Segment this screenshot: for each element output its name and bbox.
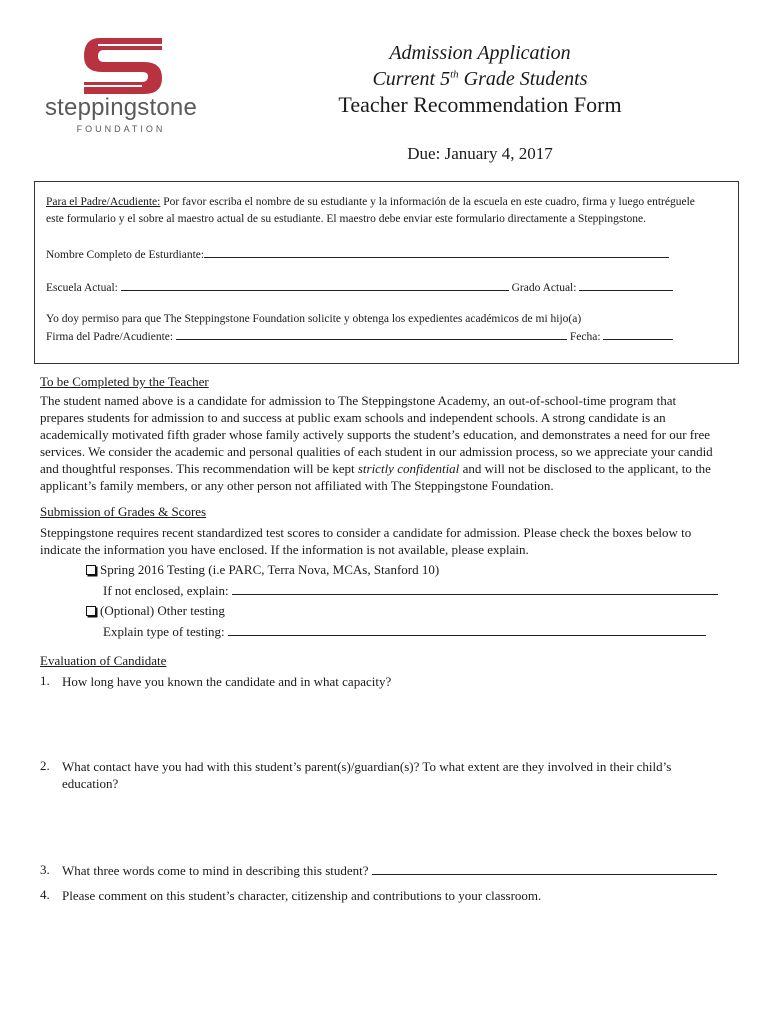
question-4-answer-area[interactable] xyxy=(62,908,722,1008)
spring-2016-checkbox[interactable] xyxy=(86,565,96,575)
question-1-text: How long have you known the candidate and in what capacity? xyxy=(62,674,392,689)
question-2-number: 2. xyxy=(40,758,50,773)
grade-field[interactable] xyxy=(579,279,673,291)
header-grade-students: Current 5th Grade Students xyxy=(372,68,588,90)
question-1-number: 1. xyxy=(40,673,50,688)
testing-type-field[interactable] xyxy=(228,624,706,636)
teacher-section-text: The student named above is a candidate for admission to The Steppingstone Academy, an out-of-school-time program that prepares students for admission to and success at public exam schools and independent schools. A strong candidate is an academically motivated fifth grader whose family actively supports the student’s education, and demonstrates a need for our free services. We consider the academic and personal qualities of each student in our admission process, so we appreciate your candid and thoughtful responses. This recommendation will be kept strictly confidential and will not be disclosed to the applicant, to the applicant’s family members, or any other person not affiliated with The Steppingstone Foundation. xyxy=(40,393,713,493)
question-2-text: What contact have you had with this student’s parent(s)/guardian(s)? To what extent are they involved in their child’s education? xyxy=(62,759,672,791)
steppingstone-logo-icon xyxy=(78,36,170,96)
question-4-text: Please comment on this student’s character, citizenship and contributions to your classroom. xyxy=(62,888,542,903)
grades-section-title: Submission of Grades & Scores xyxy=(40,504,207,519)
question-2-answer-area[interactable] xyxy=(62,796,722,852)
consent-text: Yo doy permiso para que The Steppingstone Foundation solicite y obtenga los expedientes académicos de mi hijo(a) xyxy=(46,313,582,325)
evaluation-section-title: Evaluation of Candidate xyxy=(40,653,167,668)
header-admission-application: Admission Application xyxy=(389,42,571,64)
other-testing-checkbox[interactable] xyxy=(86,606,96,616)
date-field[interactable] xyxy=(603,328,673,340)
testing-option-other: (Optional) Other testing xyxy=(86,603,225,619)
school-field[interactable] xyxy=(121,279,509,291)
parent-instructions-line-2: este formulario y el sobre al maestro actual de su estudiante. El maestro debe enviar este formulario directamente a Steppingstone. xyxy=(46,213,647,225)
question-3-answer-field[interactable] xyxy=(372,863,717,875)
page-title: Teacher Recommendation Form xyxy=(338,92,622,117)
signature-field[interactable] xyxy=(176,328,567,340)
question-3-number: 3. xyxy=(40,862,50,877)
student-name-row: Nombre Completo de Esturdiante: xyxy=(46,246,736,264)
due-date: Due: January 4, 2017 xyxy=(407,144,553,163)
parent-instructions-line-1: Para el Padre/Acudiente: Por favor escriba el nombre de su estudiante y la información de la escuela en este cuadro, firma y luego entréguele xyxy=(46,196,695,208)
question-3-row: What three words come to mind in describing this student? xyxy=(62,862,732,879)
logo-subtitle: FOUNDATION xyxy=(76,124,166,134)
not-enclosed-explain-field[interactable] xyxy=(232,583,718,595)
teacher-section-title: To be Completed by the Teacher xyxy=(40,374,209,389)
testing-type-row: Explain type of testing: xyxy=(103,624,706,640)
testing-option-spring-2016: Spring 2016 Testing (i.e PARC, Terra Nova, MCAs, Stanford 10) xyxy=(86,562,439,578)
student-name-field[interactable] xyxy=(204,246,669,258)
grades-section-text: Steppingstone requires recent standardized test scores to consider a candidate for admission. Please check the boxes below to indicate the information you have enclosed. If the information is not available, please explain. xyxy=(40,525,692,557)
logo-wordmark: steppingstone xyxy=(44,94,198,121)
signature-row: Firma del Padre/Acudiente: Fecha: xyxy=(46,328,736,346)
school-grade-row: Escuela Actual: Grado Actual: xyxy=(46,279,736,297)
question-1-answer-area[interactable] xyxy=(62,694,722,754)
question-4-number: 4. xyxy=(40,887,50,902)
not-enclosed-row: If not enclosed, explain: xyxy=(103,583,718,599)
